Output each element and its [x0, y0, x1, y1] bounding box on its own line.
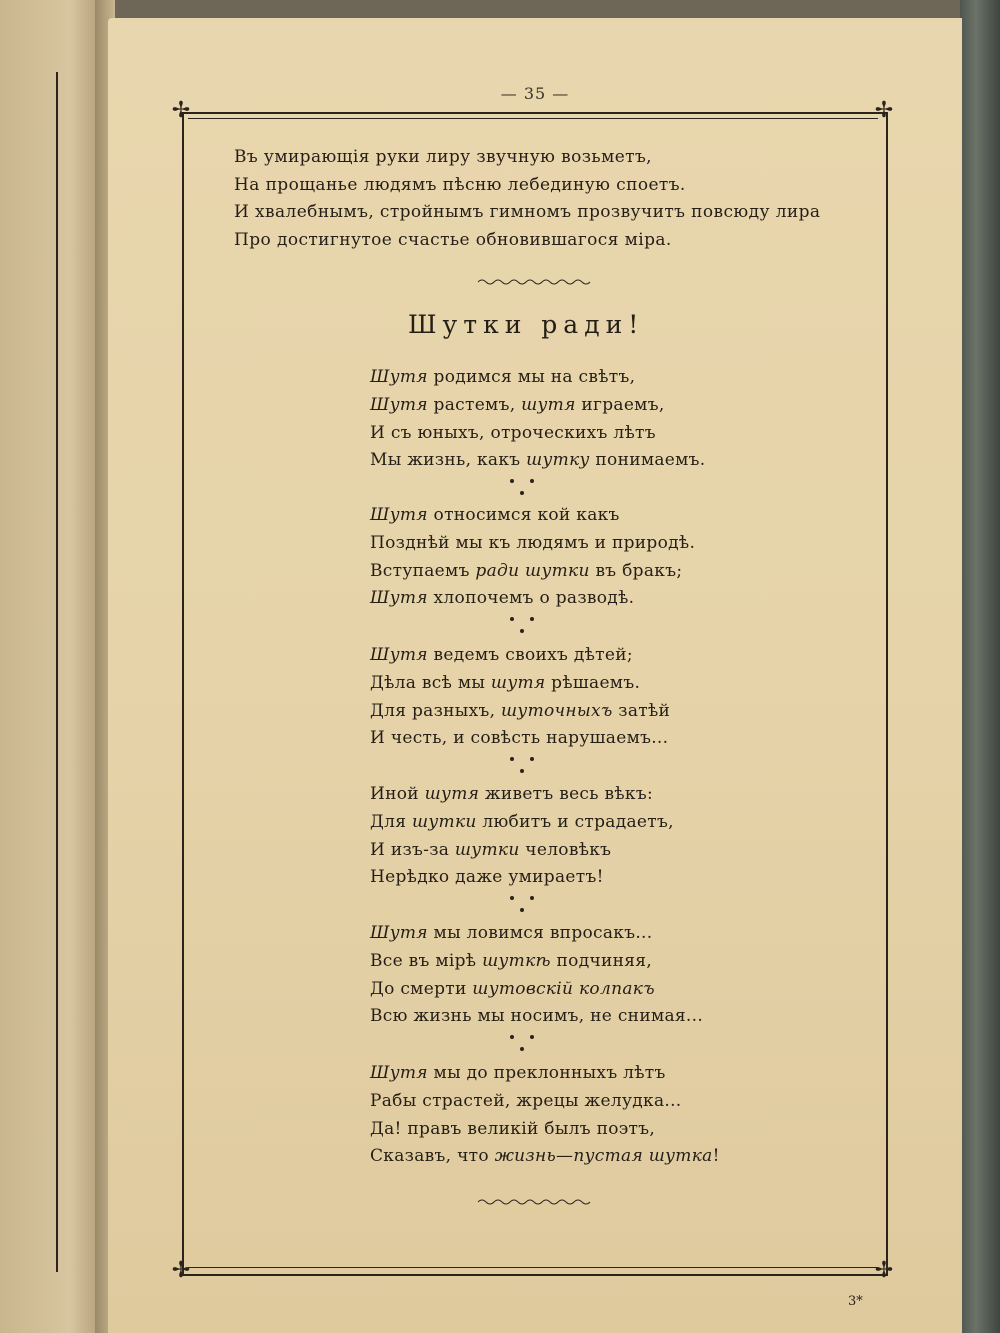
poem-line [370, 670, 670, 698]
line-text: мы до преклонныхъ лѣтъ [427, 1063, 666, 1083]
emphasis-text: шуткѣ [482, 950, 551, 971]
asterism-dot [520, 1047, 524, 1051]
line-text: Сказавъ, что [370, 1146, 495, 1167]
poem-line [370, 585, 695, 613]
poem-line [370, 392, 706, 420]
poem-stanza [370, 502, 695, 613]
asterism-dot [530, 1035, 534, 1039]
line-text: Для [370, 811, 412, 832]
poem-line [370, 920, 703, 948]
poem-line [370, 864, 674, 892]
book-page [108, 18, 962, 1333]
stanza-line: Въ умирающія руки лиру звучную возьметъ, [234, 147, 652, 167]
line-text: хлопочемъ о разводѣ. [427, 588, 635, 609]
emphasis-text: Шутя [370, 588, 428, 609]
wavy-divider-icon [476, 1198, 596, 1206]
poem-line [370, 837, 674, 865]
line-text: Дѣла всѣ мы [370, 672, 491, 693]
stanza-line: И хвалебнымъ, стройнымъ гимномъ прозвучитъ повсюду лира [234, 202, 821, 222]
poem-line [370, 420, 706, 448]
line-text: родимся мы на свѣтъ, [427, 367, 636, 387]
line-text: Всю жизнь мы носимъ, не снимая... [370, 1006, 704, 1027]
asterism-dot [520, 769, 524, 773]
emphasis-text: шутовскій колпакъ [472, 978, 655, 999]
poem-line [370, 364, 706, 392]
printer-signature: 3* [848, 1294, 863, 1309]
poem-line [370, 1088, 720, 1116]
asterism-separator-icon [510, 617, 550, 639]
asterism-separator-icon [510, 1035, 550, 1057]
asterism-dot [510, 479, 514, 483]
stanza-line: На прощанье людямъ пѣсню лебединую споетъ. [234, 174, 686, 195]
poem-stanza [370, 1060, 720, 1171]
line-text: Рабы страстей, жрецы желудка... [370, 1090, 682, 1111]
line-text: мы ловимся впросакъ... [427, 923, 653, 943]
asterism-dot [510, 757, 514, 761]
poem-line [370, 558, 695, 586]
emphasis-text: Шутя [370, 923, 428, 943]
poem-line [370, 725, 670, 753]
poem-line [370, 502, 695, 530]
line-text: И съ юныхъ, отроческихъ лѣтъ [370, 422, 656, 443]
line-text: Иной [370, 784, 425, 804]
line-text: растемъ, [427, 394, 522, 415]
poem-line [370, 948, 703, 976]
line-text: Мы жизнь, какъ [370, 450, 527, 471]
poem-stanza [370, 781, 674, 892]
line-text: И изъ-за [370, 839, 455, 860]
corner-ornament-icon: ✢ [874, 98, 894, 123]
poem-line [370, 1003, 703, 1031]
line-text: рѣшаемъ. [545, 672, 641, 693]
asterism-dot [530, 617, 534, 621]
asterism-dot [520, 908, 524, 912]
left-page-frame [0, 72, 58, 1272]
asterism-dot [520, 491, 524, 495]
emphasis-text: шутки [454, 839, 520, 860]
poem-line [370, 976, 703, 1004]
emphasis-text: Шутя [370, 505, 428, 525]
poem-stanza [370, 920, 703, 1031]
emphasis-text: шутя [424, 784, 480, 804]
asterism-dot [510, 896, 514, 900]
emphasis-text: шутку [526, 450, 590, 471]
wavy-divider-icon [476, 278, 596, 286]
poem-line [370, 809, 674, 837]
line-text: понимаемъ. [589, 450, 706, 471]
emphasis-text: шутя [490, 672, 546, 693]
corner-ornament-icon: ✢ [874, 1258, 894, 1283]
line-text: Нерѣдко даже умираетъ! [370, 867, 604, 888]
line-text: играемъ, [575, 394, 665, 415]
asterism-separator-icon [510, 896, 550, 918]
line-text: Да! правъ великій былъ поэтъ, [370, 1118, 656, 1139]
line-text: До смерти [370, 978, 473, 999]
corner-ornament-icon: ✢ [171, 98, 191, 123]
emphasis-text: Шутя [370, 645, 428, 665]
poem-stanza [370, 364, 706, 475]
asterism-dot [510, 1035, 514, 1039]
emphasis-text: Шутя [370, 367, 428, 387]
line-text: Вступаемъ [370, 560, 476, 581]
asterism-dot [510, 617, 514, 621]
line-text: въ бракъ; [589, 560, 683, 581]
asterism-separator-icon [510, 757, 550, 779]
line-text: ведемъ своихъ дѣтей; [427, 645, 633, 665]
line-text: Позднѣй мы къ людямъ и природѣ. [370, 532, 696, 553]
emphasis-text: шутя [521, 394, 576, 415]
poem-line [370, 1060, 720, 1088]
poem-line [370, 1116, 720, 1144]
poem-stanza [370, 642, 670, 753]
line-text: подчиняя, [550, 950, 653, 971]
left-page [0, 0, 100, 1333]
line-text: ! [712, 1146, 720, 1167]
line-text: любитъ и страдаетъ, [476, 811, 674, 832]
top-stanza [234, 144, 820, 254]
poem-line [370, 642, 670, 670]
book-spine-edge [960, 0, 1000, 1333]
emphasis-text: жизнь—пустая шутка [494, 1146, 713, 1167]
poem-line [370, 698, 670, 726]
poem-line [370, 781, 674, 809]
poem-title: Шутки ради! [408, 310, 645, 339]
line-text: затѣй [612, 700, 671, 721]
line-text: относимся кой какъ [427, 505, 620, 525]
page-number: — 35 — [500, 84, 570, 103]
line-text: Все въ мірѣ [370, 950, 483, 971]
corner-ornament-icon: ✢ [171, 1258, 191, 1283]
poem-line [370, 530, 695, 558]
asterism-dot [520, 629, 524, 633]
emphasis-text: шутки [411, 811, 477, 832]
line-text: живетъ весь вѣкъ: [479, 784, 654, 804]
asterism-dot [530, 896, 534, 900]
emphasis-text: шуточныхъ [501, 700, 613, 721]
line-text: человѣкъ [519, 839, 612, 860]
emphasis-text: Шутя [370, 394, 428, 415]
line-text: Для разныхъ, [370, 700, 502, 721]
emphasis-text: Шутя [370, 1063, 428, 1083]
asterism-dot [530, 479, 534, 483]
poem-line [370, 447, 706, 475]
poem-line [370, 1143, 720, 1171]
asterism-separator-icon [510, 479, 550, 501]
asterism-dot [530, 757, 534, 761]
line-text: И честь, и совѣсть нарушаемъ... [370, 728, 669, 749]
stanza-line: Про достигнутое счастье обновившагося міра. [234, 229, 672, 250]
emphasis-text: ради шутки [475, 560, 590, 581]
